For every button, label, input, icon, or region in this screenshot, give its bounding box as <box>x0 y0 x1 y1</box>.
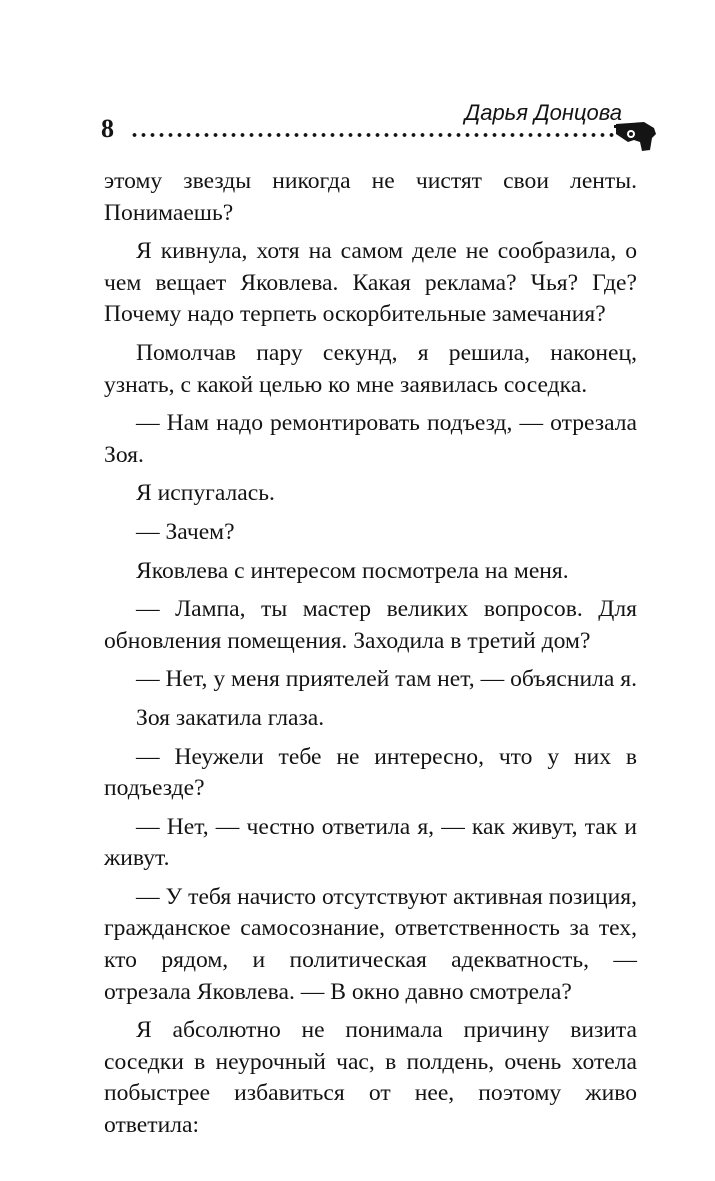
paragraph: Я абсолютно не понимала причину визита соседки в неурочный час, в полдень, очень хотела побыстрее избавиться от нее, поэтому живо ответила: <box>104 1017 637 1139</box>
paragraph: Зоя закатила глаза. <box>136 704 325 731</box>
paragraph: — Зачем? <box>136 518 235 545</box>
dotted-leader <box>130 132 618 138</box>
revolver-icon <box>614 120 658 154</box>
running-header <box>0 0 715 160</box>
page-number: 8 <box>101 114 114 143</box>
paragraph: — Лампа, ты мастер великих вопросов. Для обновления помещения. Заходила в третий дом? <box>104 596 637 654</box>
body-text <box>104 166 637 1142</box>
paragraph: этому звезды никогда не чистят свои ленты. Понимаешь? <box>104 168 637 226</box>
paragraph: Яковлева с интересом посмотрела на меня. <box>136 557 569 584</box>
paragraph: — Нет, — честно ответила я, — как живут, так и живут. <box>104 813 637 872</box>
paragraph: — Нет, у меня приятелей там нет, — объяснила я. <box>136 666 637 693</box>
paragraph: — Нам надо ремонтировать подъезд, — отрезала Зоя. <box>104 410 637 468</box>
paragraph: — Неужели тебе не интересно, что у них в подъезде? <box>104 743 637 802</box>
author-name: Дарья Донцова <box>464 100 622 125</box>
paragraph: — У тебя начисто отсутствуют активная позиция, гражданское самосознание, ответственность за тех, кто рядом, и политическая адекватность, — отрезала Яковлева. — В окно давно смотрела? <box>104 883 637 1005</box>
paragraph: Я кивнула, хотя на самом деле не сообразила, о чем вещает Яковлева. Какая реклама? Чья? Где? Почему надо терпеть оскорбительные замечания? <box>104 238 637 328</box>
paragraph: Я испугалась. <box>136 480 275 507</box>
paragraph: Помолчав пару секунд, я решила, наконец, узнать, с какой целью ко мне заявилась соседка. <box>104 339 637 398</box>
